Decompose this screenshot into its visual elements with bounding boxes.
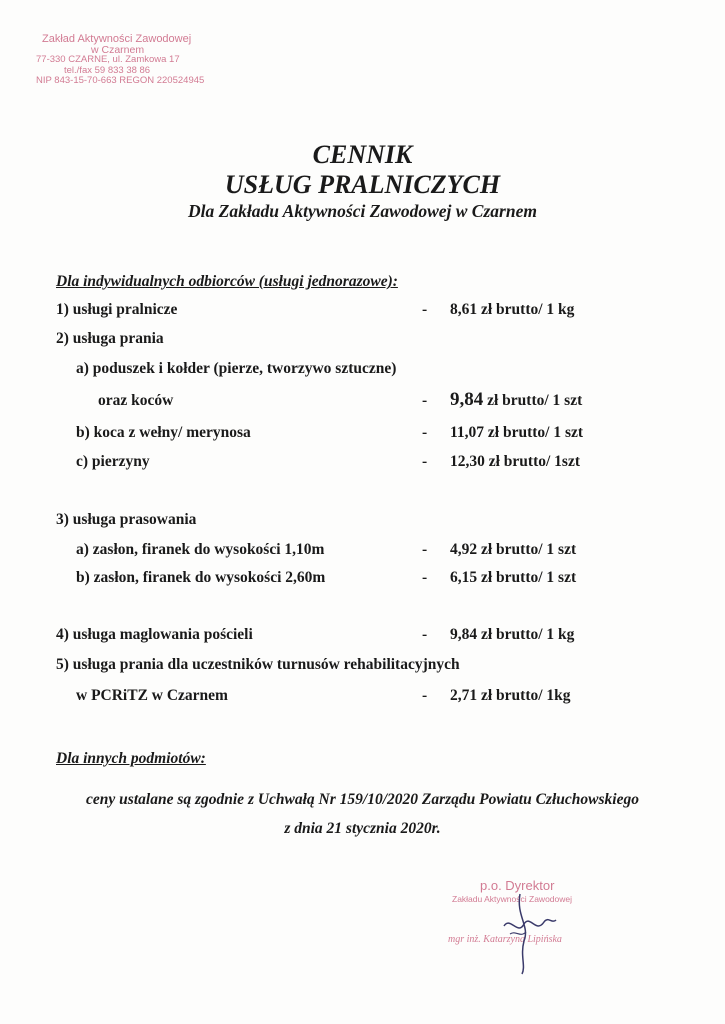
stamp-line-1: Zakład Aktywności Zawodowej (42, 33, 192, 45)
individual-clients-heading: Dla indywidualnych odbiorców (usługi jednorazowe): (56, 273, 398, 290)
item-3a-dash: - (422, 541, 428, 558)
item-3a-price-unit: zł brutto/ 1 szt (481, 541, 577, 558)
item-2c-price (450, 453, 580, 471)
item-3b-price-num: 6,15 (450, 569, 478, 586)
item-2b-price-num: 11,07 (450, 424, 485, 441)
item-5-price-num: 2,71 (450, 687, 478, 704)
item-3b-label: b) zasłon, firanek do wysokości 2,60m (76, 569, 326, 586)
item-2c-price-num: 12,30 (450, 453, 485, 470)
item-3b-price-unit: zł brutto/ 1 szt (481, 569, 577, 586)
item-2b-label: b) koca z wełny/ merynosa (76, 424, 251, 441)
item-2a-price-num: 9,84 (450, 389, 484, 410)
resolution-note: ceny ustalane są zgodnie z Uchwałą Nr 159/10/2020 Zarządu Powiatu Człuchowskiego (86, 791, 639, 808)
item-2c-dash: - (422, 453, 428, 470)
item-2-label: 2) usługa prania (56, 330, 164, 347)
item-1-price-unit: zł brutto/ 1 kg (481, 301, 575, 318)
item-2b-price-unit: zł brutto/ 1 szt (487, 424, 584, 441)
item-4-price (450, 626, 574, 644)
item-1-price (450, 301, 574, 319)
document-title: CENNIK (312, 140, 413, 169)
item-2a-dash: - (422, 392, 428, 409)
item-3a-price-num: 4,92 (450, 541, 478, 558)
item-1-dash: - (422, 301, 428, 318)
resolution-date: z dnia 21 stycznia 2020r. (284, 820, 441, 837)
item-3a-label: a) zasłon, firanek do wysokości 1,10m (76, 541, 325, 558)
signature-company: Zakładu Aktywności Zawodowej (452, 894, 573, 904)
item-2a-price (450, 389, 582, 411)
stamp-line-3: 77-330 CZARNE, ul. Zamkowa 17 (36, 54, 180, 65)
item-3b-dash: - (422, 569, 428, 586)
item-3b-price (450, 569, 576, 587)
item-5-price (450, 687, 571, 705)
document-subtitle: USŁUG PRALNICZYCH (224, 170, 501, 199)
item-4-label: 4) usługa maglowania pościeli (56, 626, 253, 643)
handwritten-signature-icon (490, 886, 560, 976)
other-entities-heading: Dla innych podmiotów: (56, 750, 206, 767)
item-2b-dash: - (422, 424, 428, 441)
item-4-price-unit: zł brutto/ 1 kg (481, 626, 575, 643)
document-subheading: Dla Zakładu Aktywności Zawodowej w Czarnem (188, 201, 537, 221)
item-2c-label: c) pierzyny (76, 453, 150, 470)
signature-name: mgr inż. Katarzyna Lipińska (448, 934, 562, 945)
item-2a-price-unit: zł brutto/ 1 szt (487, 392, 583, 409)
item-1-label: 1) usługi pralnicze (56, 301, 178, 318)
item-2a-label: a) poduszek i kołder (pierze, tworzywo sztuczne) (76, 360, 397, 377)
stamp-line-2: w Czarnem (91, 43, 145, 56)
item-5-cont-label: w PCRiTZ w Czarnem (76, 687, 228, 704)
item-5-label: 5) usługa prania dla uczestników turnusów rehabilitacyjnych (56, 656, 460, 673)
item-2a-cont-label: oraz koców (98, 392, 174, 409)
item-2b-price (450, 424, 583, 442)
item-4-dash: - (422, 626, 428, 643)
item-4-price-num: 9,84 (450, 626, 478, 643)
signature-title: p.o. Dyrektor (480, 878, 555, 893)
item-1-price-num: 8,61 (450, 301, 478, 318)
item-3a-price (450, 541, 576, 559)
item-5-dash: - (422, 687, 428, 704)
item-3-label: 3) usługa prasowania (56, 511, 197, 528)
stamp-line-4: tel./fax 59 833 38 86 (64, 64, 151, 76)
item-2c-price-unit: zł brutto/ 1szt (488, 453, 581, 470)
company-stamp (36, 34, 236, 87)
stamp-line-5: NIP 843-15-70-663 REGON 220524945 (36, 75, 205, 86)
item-5-price-unit: zł brutto/ 1kg (481, 687, 571, 704)
